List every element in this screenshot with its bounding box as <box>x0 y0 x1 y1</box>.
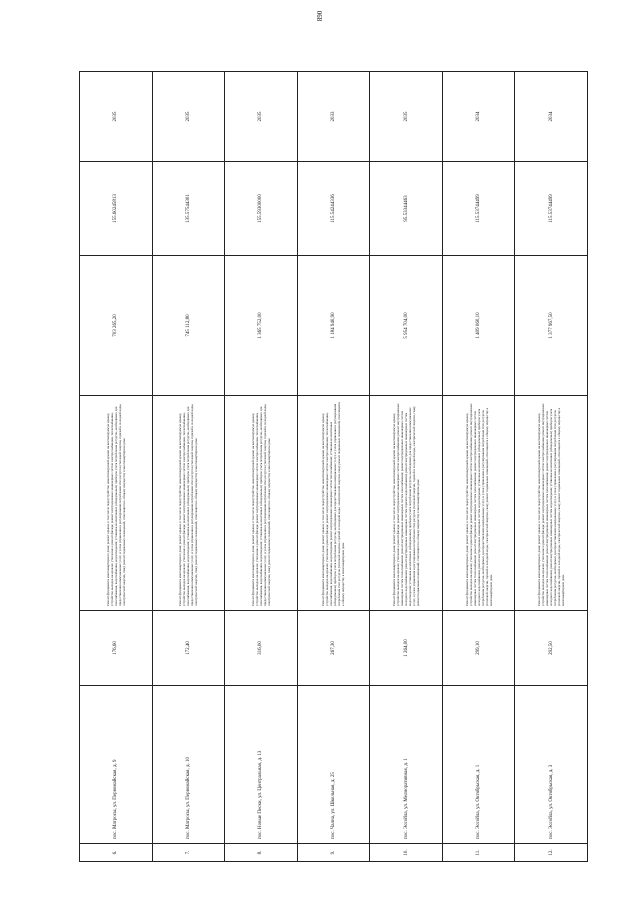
works-cell: Ремонт фундамента многоквартирного дома; ремонт крыши, в том числе переустройство невентилируемой крыши на вентилируемую крышу, устройство выходов на кровлю; утепление и ремонт фасада; ремонт внутридомовых инженерных систем электроснабжения, теплоснабжения, газоснабжения, водоснабжения, водоотведения; установка коллективных (общедомовых) приборов учета потребления ресурсов, необходимых для предоставления коммунальных услуг, и узлов управления и регулирования потребления этих ресурсов (тепловой энергии, горячей и холодной воды, электрической энергии, газа); ремонт подвальных помещений, относящихся к общему имуществу в многоквартирном доме <box>225 396 298 611</box>
rate-cell: 135.57544301 <box>152 162 225 256</box>
works-cell: Ремонт фундамента многоквартирного дома; ремонт крыши, в том числе переустройство невентилируемой крыши на вентилируемую крышу, устройство выходов на кровлю; утепление и ремонт фасада; ремонт внутридомовых инженерных систем электроснабжения; ремонт внутридомовых инженерных систем теплоснабжения; ремонт внутридомовых инженерных систем газоснабжения; ремонт внутридомовых инженерных систем холодного водоснабжения; ремонт внутридомовых инженерных систем горячего водоснабжения; ремонт внутридомовых инженерных систем водоотведения; установка коллективных (общедомовых) приборов учета потребления ресурсов, необходимых для предоставления коммунальных услуг, и узлов управления и регулирования потребления этих ресурсов (тепловой энергии, горячей и холодной воды, электрической энергии, газа); ремонт подвальных помещений, относящихся к общему имуществу в многоквартирном доме <box>370 396 443 611</box>
works-cell: Ремонт фундамента многоквартирного дома; ремонт крыши, в том числе переустройство невентилируемой крыши на вентилируемую крышу, устройство выходов на кровлю; утепление и ремонт фасада; ремонт внутридомовых инженерных систем электроснабжения, теплоснабжения, газоснабжения, водоснабжения, водоотведения; ремонт внутридомовых инженерных систем теплоснабжения; установка коллективных (общедомовых) приборов учета потребления ресурсов, необходимых для предоставления коммунальных услуг, и узлов управления и регулирования потребления этих ресурсов (тепловой энергии, горячей и холодной воды, электрической энергии, газа); ремонт подвальных помещений, относящихся к общему имуществу в многоквартирном доме <box>297 396 370 611</box>
row-number: 12. <box>515 844 588 862</box>
works-cell: Ремонт фундамента многоквартирного дома; ремонт крыши, в том числе переустройство невентилируемой крыши на вентилируемую крышу, устройство выходов на кровлю; утепление и ремонт фасада; ремонт внутридомовых инженерных систем электроснабжения; ремонт внутридомовых инженерных систем теплоснабжения; ремонт внутридомовых инженерных систем газоснабжения; ремонт внутридомовых инженерных систем холодного водоснабжения; ремонт внутридомовых инженерных систем водоотведения; установка коллективных (общедомовых) приборов учета потребления ресурсов, необходимых для предоставления коммунальных услуг, и узлов управления и регулирования потребления этих ресурсов (тепловой энергии, горячей и холодной воды, электрической энергии, газа); ремонт подвальных помещений, относящихся к общему имуществу в многоквартирном доме <box>515 396 588 611</box>
table-row <box>225 72 298 862</box>
cost-cell: 1 365 752,00 <box>225 256 298 396</box>
year-cell: 2035 <box>80 72 153 162</box>
row-number: 7. <box>152 844 225 862</box>
cost-cell: 1 409 060,10 <box>442 256 515 396</box>
works-cell: Ремонт фундамента многоквартирного дома; ремонт крыши, в том числе переустройство невентилируемой крыши на вентилируемую крышу, устройство выходов на кровлю; утепление и ремонт фасада; ремонт внутридомовых инженерных систем электроснабжения, теплоснабжения, газоснабжения, водоснабжения, водоотведения; установка коллективных (общедомовых) приборов учета потребления ресурсов, необходимых для предоставления коммунальных услуг, и узлов управления и регулирования потребления этих ресурсов (тепловой энергии, горячей и холодной воды, электрической энергии, газа); ремонт подвальных помещений, относящихся к общему имуществу в многоквартирном доме <box>80 396 153 611</box>
year-cell: 2035 <box>370 72 443 162</box>
rate-cell: 115.54244336 <box>297 162 370 256</box>
table-row <box>515 72 588 862</box>
rate-cell: 155.59300000 <box>225 162 298 256</box>
cost-cell: 745 112,80 <box>152 256 225 396</box>
table-row <box>442 72 515 862</box>
year-cell: 2034 <box>515 72 588 162</box>
year-cell: 2034 <box>442 72 515 162</box>
row-number: 6. <box>80 844 153 862</box>
address-cell: пос. Эссойла, ул. Мелиоративная, д. 1 <box>370 686 443 844</box>
area-cell: 1 264,00 <box>370 611 443 686</box>
address-cell: пос. Матросы, ул. Первомайская, д. 10 <box>152 686 225 844</box>
area-cell: 292,50 <box>515 611 588 686</box>
address-cell: пос. Чална, ул. Школьная, д. 25 <box>297 686 370 844</box>
works-cell: Ремонт фундамента многоквартирного дома; ремонт крыши, в том числе переустройство невентилируемой крыши на вентилируемую крышу, устройство выходов на кровлю; утепление и ремонт фасада; ремонт внутридомовых инженерных систем электроснабжения, теплоснабжения, газоснабжения, водоснабжения, водоотведения; установка коллективных (общедомовых) приборов учета потребления ресурсов, необходимых для предоставления коммунальных услуг, и узлов управления и регулирования потребления этих ресурсов (тепловой энергии, горячей и холодной воды, электрической энергии, газа); ремонт подвальных помещений, относящихся к общему имуществу в многоквартирном доме <box>152 396 225 611</box>
address-cell: пос. Эссойла, ул. Октябрьская, д. 1 <box>442 686 515 844</box>
rate-cell: 95.53344463 <box>370 162 443 256</box>
address-cell: пос. Матросы, ул. Первомайская, д. 9 <box>80 686 153 844</box>
table-row <box>297 72 370 862</box>
row-number: 11. <box>442 844 515 862</box>
table-container <box>79 72 587 862</box>
year-cell: 2035 <box>225 72 298 162</box>
page-number: 890 <box>316 10 324 22</box>
cost-cell: 1 377 967,50 <box>515 256 588 396</box>
area-cell: 267,30 <box>297 611 370 686</box>
row-number: 9. <box>297 844 370 862</box>
table-row <box>80 72 153 862</box>
rate-cell: 155.60245813 <box>80 162 153 256</box>
year-cell: 2035 <box>152 72 225 162</box>
repair-schedule-table <box>79 71 588 862</box>
area-cell: 172,40 <box>152 611 225 686</box>
row-number: 8. <box>225 844 298 862</box>
cost-cell: 703 265,20 <box>80 256 153 396</box>
address-cell: пос. Новые Пески, ул. Центральная, д. 13 <box>225 686 298 844</box>
area-cell: 176,60 <box>80 611 153 686</box>
cost-cell: 1 184 940,90 <box>297 256 370 396</box>
cost-cell: 5 954 704,00 <box>370 256 443 396</box>
row-number: 10. <box>370 844 443 862</box>
works-cell: Ремонт фундамента многоквартирного дома; ремонт крыши, в том числе переустройство невентилируемой крыши на вентилируемую крышу, устройство выходов на кровлю; утепление и ремонт фасада; ремонт внутридомовых инженерных систем электроснабжения; ремонт внутридомовых инженерных систем теплоснабжения; ремонт внутридомовых инженерных систем газоснабжения; ремонт внутридомовых инженерных систем холодного водоснабжения; ремонт внутридомовых инженерных систем водоотведения; установка коллективных (общедомовых) приборов учета потребления ресурсов, необходимых для предоставления коммунальных услуг, и узлов управления и регулирования потребления этих ресурсов (тепловой энергии, горячей и холодной воды, электрической энергии, газа); ремонт подвальных помещений, относящихся к общему имуществу в многоквартирном доме <box>442 396 515 611</box>
area-cell: 299,10 <box>442 611 515 686</box>
year-cell: 2033 <box>297 72 370 162</box>
rate-cell: 115.53744499 <box>442 162 515 256</box>
area-cell: 316,00 <box>225 611 298 686</box>
table-row <box>152 72 225 862</box>
table-row <box>370 72 443 862</box>
rate-cell: 115.53744499 <box>515 162 588 256</box>
address-cell: пос. Эссойла, ул. Октябрьская, д. 3 <box>515 686 588 844</box>
